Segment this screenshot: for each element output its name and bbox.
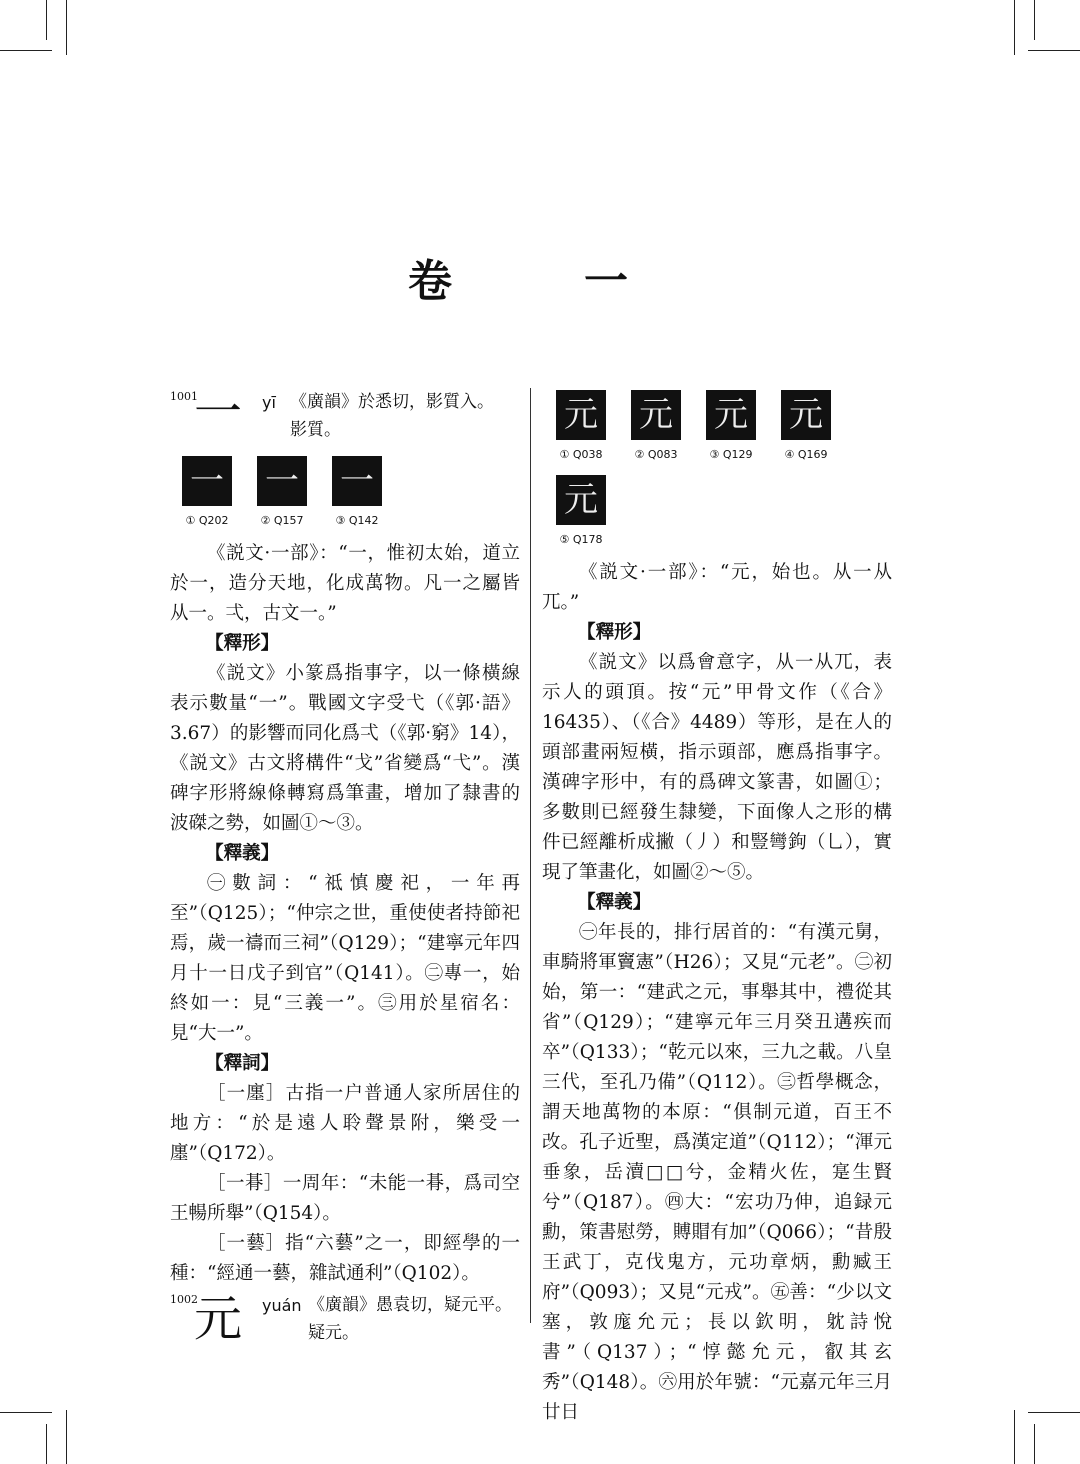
rhyme-gloss: 《廣韻》於悉切，影質入。: [290, 392, 494, 412]
rubbing-caption: ④ Q169: [784, 448, 828, 461]
crop-mark-top-right-v2: [1034, 0, 1035, 40]
section-heading-shiyi: 【釋義】: [577, 892, 652, 913]
rubbing-3: [706, 390, 756, 461]
shiyi-text: ㊀數詞：“祗慎慶祀，一年再至”（Q125）；“仲宗之世，重使使者持節祀焉，歲一禱而三祠”（Q129）；“建寧元年四月十一日戊子到官”（Q141）。㊁專一，始終如一：見“三義一”。㊂用於星宿名：見“大一”。: [170, 873, 520, 1044]
head-character: 元: [194, 1291, 243, 1347]
crop-mark-bottom-right-h: [1028, 1412, 1080, 1413]
entry-number: 1002: [170, 1293, 198, 1306]
shiyi-text: ㊀年長的，排行居首的：“有漢元舅，車騎將軍竇憲”（H26）；又見“元老”。㊁初始，第一：“建武之元，事舉其中，禮從其省”（Q129）；“建寧元年三月癸丑遘疾而卒”（Q133）；“乾元以來，三九之載。八皇三代，至孔乃備”（Q112）。㊂哲學概念，謂天地萬物的本原：“俱制元道，百王不改。孔子近聖，爲漢定道”（Q112）；“渾元垂象，岳瀆□□兮，金精火佐，寔生賢兮”（Q187）。㊃大：“宏功乃伸，追録元勳，策書慰勞，賻賵有加”（Q066）；“昔殷王武丁，克伐鬼方，元功章炳，勳臧王府”（Q093）；又見“元戎”。㊄善：“少以文塞，敦庬允元；長以欽明，躭詩悅書”（Q137）；“惇懿允元，叡其玄秀”（Q148）。㊅用於年號：“元嘉元年三月廿日: [542, 922, 892, 1423]
rubbing-images: [556, 390, 892, 461]
rubbing-4: [781, 390, 831, 461]
crop-mark-bottom-left-v: [66, 1410, 67, 1464]
shixing-text: 《説文》小篆爲指事字，以一條橫線表示數量“一”。戰國文字受弋（《郭·語》3.67）的影響而同化爲弌（《郭·窮》14），《説文》古文將構件“戈”省變爲“弋”。漢碑字形將線條轉寫爲筆畫，增加了隸書的波磔之勢，如圖①～③。: [170, 663, 520, 834]
pinyin: yuán: [262, 1296, 302, 1315]
section-heading-shixing: 【釋形】: [205, 633, 280, 654]
section-heading-shixing: 【釋形】: [577, 622, 652, 643]
crop-mark-top-left-v2: [46, 0, 47, 40]
rubbing-1: [556, 390, 606, 461]
rubbing-image: 一: [332, 456, 382, 506]
rubbing-1: [182, 456, 232, 527]
right-column: [542, 388, 892, 1428]
rubbing-caption: ⑤ Q178: [559, 533, 603, 546]
rubbing-image: 元: [556, 475, 606, 525]
rubbing-2: [631, 390, 681, 461]
crop-mark-top-left-v: [66, 0, 67, 55]
section-heading-shici: 【釋詞】: [205, 1053, 280, 1074]
crop-mark-top-left-h: [0, 50, 52, 51]
rubbing-image: 一: [257, 456, 307, 506]
entry-1002-header: [170, 1291, 520, 1351]
section-heading-shiyi: 【釋義】: [205, 843, 280, 864]
rubbing-images: [182, 456, 520, 527]
column-divider: [530, 388, 531, 1323]
left-column: [170, 384, 520, 1351]
shici-item-1: ［一廛］古指一户普通人家所居住的地方：“於是遠人聆聲景附，樂受一廛”（Q172）。: [170, 1083, 520, 1164]
crop-mark-bottom-right-v2: [1034, 1424, 1035, 1464]
rubbing-caption: ③ Q142: [335, 514, 379, 527]
crop-mark-top-right-v: [1014, 0, 1015, 55]
rubbing-image: 元: [631, 390, 681, 440]
rubbing-image: 元: [556, 390, 606, 440]
rubbing-image: 元: [781, 390, 831, 440]
rhyme-gloss-short: 疑元。: [308, 1323, 359, 1343]
shuowen-quote: 《説文·一部》：“一，惟初太始，道立於一，造分天地，化成萬物。凡一之屬皆从一。弌，古文一。”: [170, 543, 520, 624]
shici-item-3: ［一藝］指“六藝”之一，即經學的一種：“經通一藝，雜試通利”（Q102）。: [170, 1233, 520, 1284]
crop-mark-bottom-left-h: [0, 1412, 52, 1413]
rubbing-image: 元: [706, 390, 756, 440]
rubbing-caption: ② Q157: [260, 514, 304, 527]
shici-item-2: ［一朞］一周年：“未能一朞，爲司空王暢所舉”（Q154）。: [170, 1173, 520, 1224]
rubbing-caption: ① Q038: [559, 448, 603, 461]
rubbing-5: [556, 475, 606, 546]
crop-mark-top-right-h: [1028, 50, 1080, 51]
entry-1001-header: [170, 384, 520, 448]
shixing-text: 《説文》以爲會意字，从一从兀，表示人的頭頂。按“元”甲骨文作（《合》16435）、（《合》4489）等形，是在人的頭部畫兩短橫，指示頭部，應爲指事字。漢碑字形中，有的爲碑文篆書，如圖①；多數則已經發生隸變，下面像人之形的構件已經離析成撇（丿）和豎彎鉤（乚），實現了筆畫化，如圖②～⑤。: [542, 652, 892, 883]
entry-number: 1001: [170, 390, 198, 403]
rubbing-caption: ① Q202: [185, 514, 229, 527]
rubbing-caption: ③ Q129: [709, 448, 753, 461]
crop-mark-bottom-right-v: [1014, 1410, 1015, 1464]
volume-title: 卷 一: [408, 256, 672, 307]
shuowen-quote: 《説文·一部》：“元，始也。从一从兀。”: [542, 562, 892, 613]
rubbing-2: [257, 456, 307, 527]
rubbing-images-row-2: [556, 475, 892, 546]
rubbing-caption: ② Q083: [634, 448, 678, 461]
pinyin: yī: [262, 393, 276, 412]
rhyme-gloss: 《廣韻》愚袁切，疑元平。: [308, 1295, 512, 1315]
crop-mark-bottom-left-v2: [46, 1424, 47, 1464]
rubbing-image: 一: [182, 456, 232, 506]
rubbing-3: [332, 456, 382, 527]
rhyme-gloss-short: 影質。: [290, 420, 341, 440]
head-character: 一: [194, 384, 243, 440]
